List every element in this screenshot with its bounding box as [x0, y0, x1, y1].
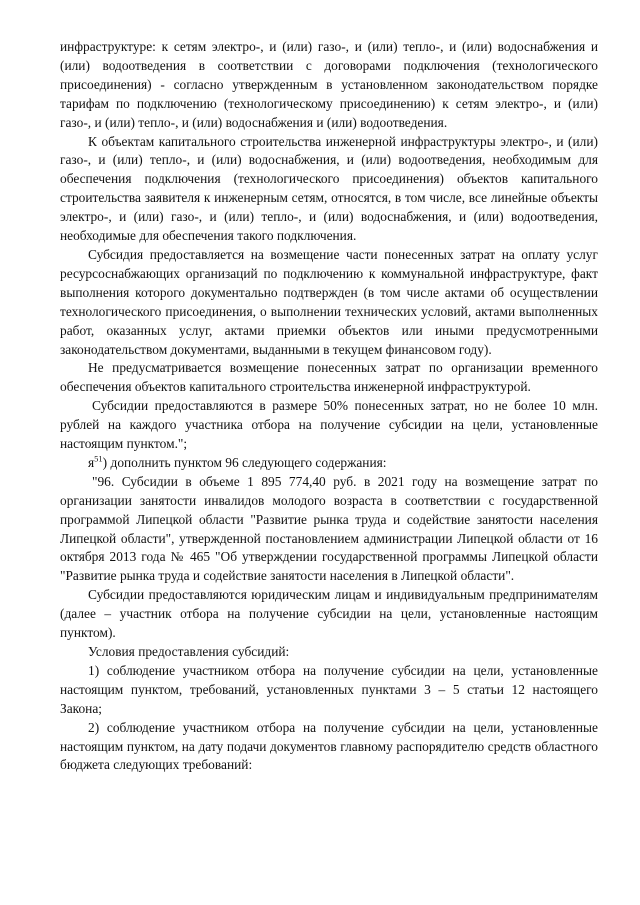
- paragraph-condition-2: 2) соблюдение участником отбора на получение субсидии на цели, установленные настоящим пунктом, на дату подачи документов главному распорядителю средств областного бюджета следующих требований:: [60, 719, 598, 773]
- paragraph-recipients: Субсидии предоставляются юридическим лицам и индивидуальным предпринимателям (далее – участник отбора на получение субсидии на цели, установленные настоящим пунктом).: [60, 587, 598, 641]
- item-marker-superscript: 51: [94, 453, 103, 464]
- paragraph-item-96: "96. Субсидии в объеме 1 895 774,40 руб. в 2021 году на возмещение затрат по организации занятости инвалидов молодого возраста в соответствии с государственной программой Липецкой области "Развитие рынка труда и содействие занятости населения Липецкой области", утвержденной постановлением администрации Липецкой области от 16 октября 2013 года № 465 "Об утверждении государственной программы Липецкой области "Развитие рынка труда и содействие занятости населения в Липецкой области".: [60, 473, 598, 584]
- paragraph-add-item-96: [60, 454, 598, 473]
- item-marker-close: ): [102, 454, 108, 470]
- paragraph-infrastructure-tariffs: инфраструктуре: к сетям электро-, и (или) газо-, и (или) тепло-, и (или) водоснабжения и (или) водоотведения в соответствии с договорами подключения (технологического присоединения) - согласно утвержденным в установленном законодательством порядке тарифам по подключению (технологическому присоединению) к сетям электро-, и (или) газо-, и (или) тепло-, и (или) водоснабжения и (или) водоотведения.: [60, 39, 598, 130]
- paragraph-capital-objects: К объектам капитального строительства инженерной инфраструктуры электро-, и (или) газо-, и (или) тепло-, и (или) водоснабжения, и (или) водоотведения, необходимым для обеспечения подключения (технологического присоединения) объектов капитального строительства заявителя к инженерным сетям, относятся, в том числе, все линейные объекты электро-, и (или) газо-, и (или) тепло-, и (или) водоснабжения, и (или) водоотведения, необходимые для обеспечения такого подключения.: [60, 133, 598, 244]
- item-marker-letter: я: [88, 454, 95, 470]
- paragraph-subsidy-amount: Субсидии предоставляются в размере 50% понесенных затрат, но не более 10 млн. рублей на каждого участника отбора на получение субсидии на цели, установленные настоящим пунктом.";: [60, 398, 598, 452]
- paragraph-conditions-heading: Условия предоставления субсидий:: [88, 644, 290, 659]
- paragraph-condition-1: 1) соблюдение участником отбора на получение субсидии на цели, установленные настоящим пунктом, требований, установленных пунктами 3 – 5 статьи 12 настоящего Закона;: [60, 662, 598, 716]
- paragraph-subsidy-purpose: Субсидия предоставляется на возмещение части понесенных затрат на оплату услуг ресурсоснабжающих организаций по подключению к коммунальной инфраструктуре, факт выполнения которого документально подтвержден (в том числе актами об осуществлении технологического присоединения, о выполнении технических условий, актами выполненных работ, оказанных услуг, актами приемки объектов или иными предусмотренными законодательством документами, выданными в текущем финансовом году).: [60, 246, 598, 357]
- paragraph-no-reimbursement: Не предусматривается возмещение понесенных затрат по организации временного обеспечения объектов капитального строительства инженерной инфраструктурой.: [60, 360, 598, 395]
- item-marker-text: дополнить пунктом 96 следующего содержания:: [110, 454, 387, 470]
- document-page: [60, 38, 598, 775]
